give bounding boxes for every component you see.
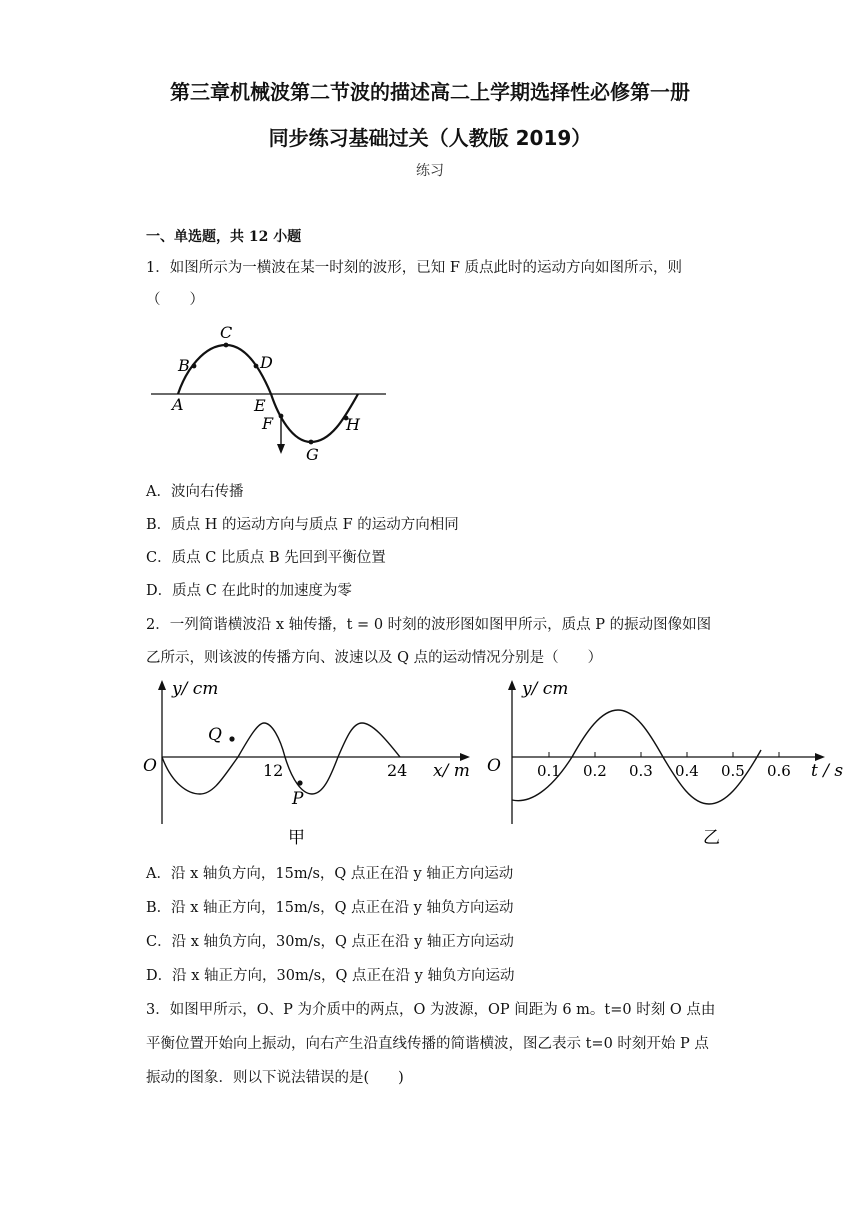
q1-stem-line2: （ ）: [146, 292, 204, 308]
q1-label-a: A: [172, 395, 184, 414]
document-title-line1: 第三章机械波第二节波的描述高二上学期选择性必修第一册: [170, 80, 690, 104]
q2-option-a: A．沿 x 轴负方向，15m/s，Q 点正在沿 y 轴正方向运动: [146, 866, 514, 882]
jia-tick-12: 12: [263, 761, 284, 780]
section-heading: 一、单选题，共 12 小题: [146, 229, 302, 245]
q1-label-b: B: [178, 356, 190, 375]
jia-origin: O: [143, 756, 157, 776]
yi-tick-0-3: 0.3: [629, 762, 653, 780]
jia-tick-24: 24: [387, 761, 408, 780]
q1-label-e: E: [254, 396, 266, 415]
q2-option-b: B．沿 x 轴正方向，15m/s，Q 点正在沿 y 轴负方向运动: [146, 900, 514, 916]
yi-caption: 乙: [703, 828, 720, 848]
jia-x-label: x/ m: [433, 761, 470, 781]
q2-figure-yi: [485, 676, 850, 851]
q1-option-a: A．波向右传播: [146, 484, 244, 500]
jia-label-q: Q: [208, 725, 222, 745]
q1-label-g: G: [306, 445, 319, 464]
document-title-line2: 同步练习基础过关（人教版 2019）: [268, 126, 592, 150]
q1-option-d: D．质点 C 在此时的加速度为零: [146, 583, 352, 599]
yi-x-label: t / s: [811, 761, 844, 781]
q1-label-c: C: [220, 323, 233, 342]
q2-stem-line2: 乙所示，则该波的传播方向、波速以及 Q 点的运动情况分别是（ ）: [146, 650, 603, 666]
document-subtitle: 练习: [416, 163, 444, 179]
yi-tick-0-1: 0.1: [537, 762, 561, 780]
q1-label-d: D: [260, 353, 273, 372]
yi-tick-0-4: 0.4: [675, 762, 699, 780]
jia-caption: 甲: [288, 828, 305, 848]
q3-line1: 3．如图甲所示，O、P 为介质中的两点，O 为波源，OP 间距为 6 m。t=0 时刻 O 点由: [146, 1002, 716, 1018]
q1-option-b: B．质点 H 的运动方向与质点 F 的运动方向相同: [146, 517, 459, 533]
q2-option-c: C．沿 x 轴负方向，30m/s，Q 点正在沿 y 轴正方向运动: [146, 934, 514, 950]
q1-option-c: C．质点 C 比质点 B 先回到平衡位置: [146, 550, 386, 566]
yi-tick-0-2: 0.2: [583, 762, 607, 780]
jia-y-label: y/ cm: [172, 679, 219, 699]
q1-label-f: F: [262, 414, 274, 433]
q2-stem-line1: 2．一列简谐横波沿 x 轴传播，t = 0 时刻的波形图如图甲所示，质点 P 的振动图像如图: [146, 617, 712, 633]
q1-wave-figure: [146, 320, 396, 470]
yi-y-label: y/ cm: [522, 679, 569, 699]
yi-tick-0-6: 0.6: [767, 762, 791, 780]
q3-line2: 平衡位置开始向上振动，向右产生沿直线传播的简谐横波，图乙表示 t=0 时刻开始 P 点: [146, 1036, 709, 1052]
q3-line3: 振动的图象．则以下说法错误的是( ): [146, 1070, 404, 1086]
yi-origin: O: [487, 756, 501, 776]
q2-figure-jia: [140, 676, 480, 851]
jia-label-p: P: [292, 789, 304, 809]
yi-tick-0-5: 0.5: [721, 762, 745, 780]
q1-label-h: H: [346, 415, 360, 434]
q1-stem-line1: 1．如图所示为一横波在某一时刻的波形，已知 F 质点此时的运动方向如图所示，则: [146, 260, 683, 276]
q2-option-d: D．沿 x 轴正方向，30m/s，Q 点正在沿 y 轴负方向运动: [146, 968, 515, 984]
